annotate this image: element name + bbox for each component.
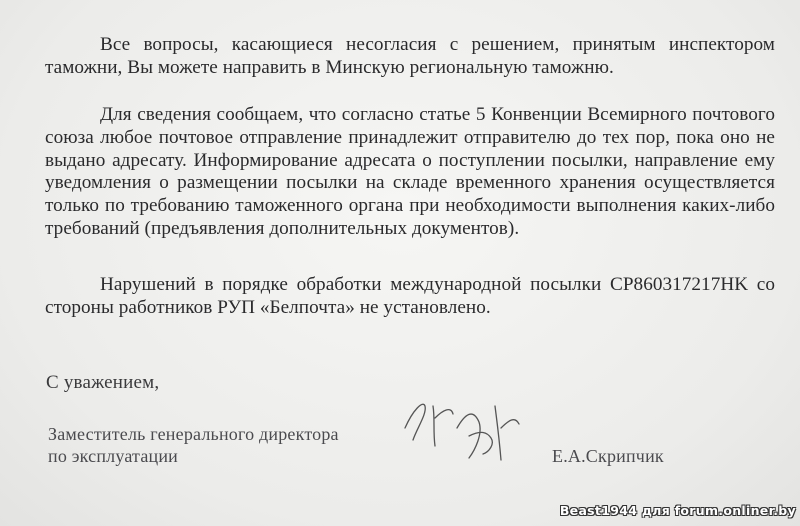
handwritten-signature: [395, 388, 535, 473]
paragraph-customs-complaint: Все вопросы, касающиеся несогласия с решением, принятым инспектором таможни, Вы можете направить в Минскую региональную таможню.: [45, 34, 775, 78]
signer-position-line2: по эксплуатации: [48, 446, 179, 466]
paragraph-no-violations: Нарушений в порядке обработки международной посылки CP860317217HK со стороны работников РУП «Белпочта» не установлено.: [45, 274, 775, 318]
closing-greeting: С уважением,: [46, 372, 160, 393]
paragraph-upu-convention: Для сведения сообщаем, что согласно статье 5 Конвенции Всемирного почтового союза любое почтовое отправление принадлежит отправителю до тех пор, пока оно не выдано адресату. Информирование адресата о поступлении посылки, направление ему уведомления о размещении посылки на складе временного хранения осуществляется только по требованию таможенного органа при необходимости выполнения каких-либо требований (предъявления дополнительных документов).: [45, 104, 775, 239]
forum-watermark: Beast1944 для forum.onliner.by: [559, 503, 796, 518]
signer-name: Е.А.Скрипчик: [552, 446, 664, 466]
signer-position-line1: Заместитель генерального директора: [48, 424, 339, 444]
